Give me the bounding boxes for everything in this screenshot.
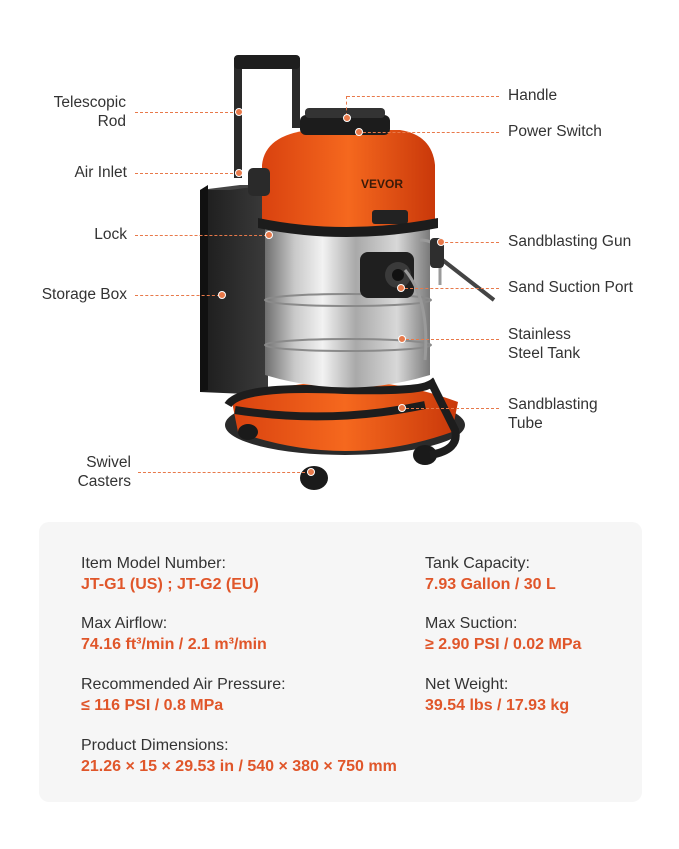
specifications-card <box>39 522 642 802</box>
leader-sandblasting-gun <box>440 242 499 243</box>
callout-storage-box <box>42 285 127 304</box>
brand-logo: VEVOR <box>360 177 404 191</box>
callout-swivel-casters-line1: Swivel <box>86 454 131 471</box>
spec-air-pressure <box>81 675 286 716</box>
callout-handle <box>508 86 557 105</box>
point-sandblasting-gun <box>437 238 445 246</box>
spec-label: Item Model Number: <box>81 555 226 572</box>
leader-air-inlet <box>135 173 238 174</box>
point-power-switch <box>355 128 363 136</box>
callout-sandblasting-tube-line1: Sandblasting <box>508 396 598 413</box>
callout-telescopic-rod-line1: Telescopic <box>53 94 126 111</box>
callout-handle-label: Handle <box>508 87 558 104</box>
leader-handle-drop <box>346 96 347 116</box>
leader-lock <box>135 235 267 236</box>
leader-storage-box <box>135 295 220 296</box>
leader-power-switch <box>358 132 499 133</box>
spec-label: Product Dimensions: <box>81 737 229 754</box>
point-air-inlet <box>235 169 243 177</box>
spec-value: 74.16 ft³/min / 2.1 m³/min <box>81 636 267 653</box>
base-shape <box>225 381 465 490</box>
spec-net-weight <box>425 675 569 716</box>
callout-sand-suction-port-label: Sand Suction Port <box>508 279 633 296</box>
callout-sandblasting-tube-line2: Tube <box>508 415 543 432</box>
point-storage-box <box>218 291 226 299</box>
leader-stainless-steel-tank <box>401 339 499 340</box>
callout-telescopic-rod-line2: Rod <box>97 113 126 130</box>
point-sandblasting-tube <box>398 404 406 412</box>
callout-power-switch-label: Power Switch <box>508 123 602 140</box>
callout-storage-box-label: Storage Box <box>41 286 127 303</box>
callout-sand-suction-port <box>508 278 633 297</box>
point-sand-suction-port <box>397 284 405 292</box>
leader-sand-suction-port <box>400 288 499 289</box>
callout-stainless-steel-tank-line2: Steel Tank <box>508 345 581 362</box>
point-lock <box>265 231 273 239</box>
callout-sandblasting-gun-label: Sandblasting Gun <box>508 233 632 250</box>
callout-lock-label: Lock <box>94 226 127 243</box>
callout-sandblasting-gun <box>508 232 631 251</box>
callout-lock <box>94 225 127 244</box>
callout-stainless-steel-tank-line1: Stainless <box>508 326 571 343</box>
callout-telescopic-rod <box>54 93 126 131</box>
spec-tank-capacity <box>425 554 556 595</box>
spec-model-number <box>81 554 259 595</box>
callout-power-switch <box>508 122 602 141</box>
spec-label: Recommended Air Pressure: <box>81 676 286 693</box>
spec-max-suction <box>425 614 581 655</box>
callout-sandblasting-tube <box>508 395 598 433</box>
spec-value: 21.26 × 15 × 29.53 in / 540 × 380 × 750 mm <box>81 758 397 775</box>
lid-shape <box>248 108 438 237</box>
point-handle <box>343 114 351 122</box>
spec-value: 7.93 Gallon / 30 L <box>425 576 556 593</box>
callout-air-inlet-label: Air Inlet <box>74 164 127 181</box>
storage-box-shape <box>200 185 268 395</box>
leader-handle <box>347 96 499 97</box>
leader-telescopic-rod <box>135 112 238 113</box>
callout-swivel-casters <box>78 453 131 491</box>
point-stainless-steel-tank <box>398 335 406 343</box>
tank-shape <box>265 225 431 388</box>
point-telescopic-rod <box>235 108 243 116</box>
spec-max-airflow <box>81 614 267 655</box>
spec-value: ≥ 2.90 PSI / 0.02 MPa <box>425 636 582 653</box>
leader-sandblasting-tube <box>401 408 499 409</box>
spec-value: ≤ 116 PSI / 0.8 MPa <box>81 697 224 714</box>
spec-value: JT-G1 (US) ; JT-G2 (EU) <box>81 576 259 593</box>
callout-air-inlet <box>74 163 127 182</box>
spec-label: Net Weight: <box>425 676 509 693</box>
spec-value: 39.54 lbs / 17.93 kg <box>425 697 570 714</box>
spec-dimensions <box>81 736 397 777</box>
spec-label: Max Suction: <box>425 615 518 632</box>
callout-stainless-steel-tank <box>508 325 580 363</box>
spec-label: Tank Capacity: <box>425 555 530 572</box>
callout-swivel-casters-line2: Casters <box>77 473 131 490</box>
leader-swivel-casters <box>138 472 310 473</box>
point-swivel-casters <box>307 468 315 476</box>
spec-label: Max Airflow: <box>81 615 168 632</box>
